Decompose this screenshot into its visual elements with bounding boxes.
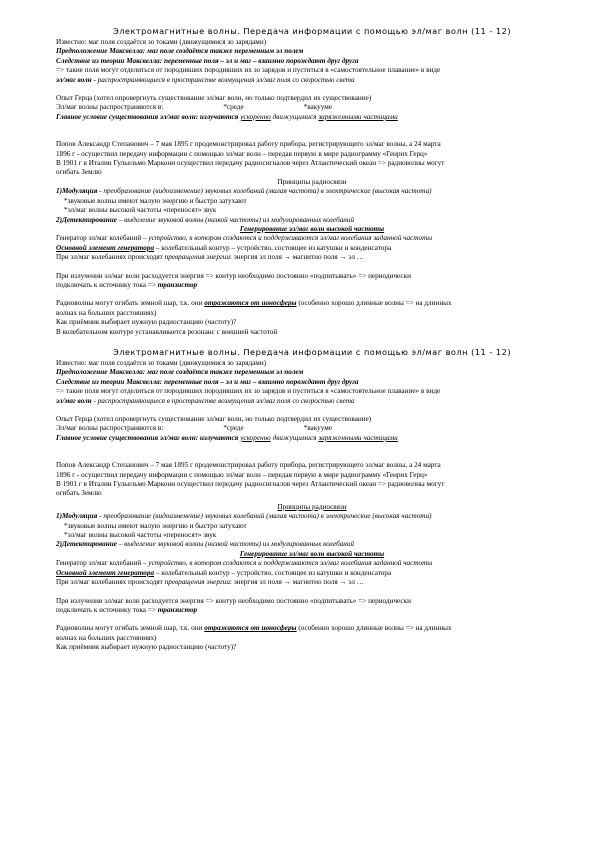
text-line: Попов Александр Степанович – 7 мая 1895 г продемонстрировал работу прибора, регистрирующего эл/маг волны, а 24 марта	[56, 140, 441, 149]
text-line: Эл/маг волны распространяются в: *среде *вакууме	[56, 424, 332, 433]
section-title: Электромагнитные волны. Передача информации с помощью эл/маг волн (11 - 12)	[112, 26, 512, 36]
subheading: Принципы радиосвязи	[277, 177, 347, 186]
text-line: В 1901 г в Италии Гульельмо Маркони осуществил передачу радиосигналов через Атлантический океан => радиоволны могут	[56, 480, 445, 489]
text-line: 1896 г - осуществил передачу информации с помощью эл/маг волн – передав первую в мире радиограмму «Генрих Герц»	[56, 149, 428, 158]
text-line: В колебательном контуре устанавливается резонанс с внешней частотой	[56, 327, 278, 336]
notes-copy-1	[56, 26, 568, 337]
text-line: *звуковые волны имеют малую энергию и быстро затухают	[64, 521, 247, 530]
section-title: Электромагнитные волны. Передача информации с помощью эл/маг волн (11 - 12)	[112, 346, 512, 357]
text-line: => такие поля могут отделиться от породивших породивших их зо зарядов и пуститься в «самостоятельное плавание» в виде	[56, 387, 441, 396]
text-line: огибать Землю	[56, 168, 102, 177]
text-line: Главное условие существования эл/маг волн: излучаются ускоренно движущимися заряженными частицами	[56, 433, 398, 442]
text-line: эл/маг волн - распространяющиеся в пространстве возмущения эл/маг поля со скоростью света	[56, 75, 355, 84]
text-line: огибать Землю	[56, 489, 102, 498]
text-line: 2)Детектирование – выделение звуковой волны (низкой частоты) из модулированных колебаний	[56, 540, 355, 549]
subheading: Генерирование эл/маг волн высокой частоты	[239, 549, 385, 558]
text-line: волнах на больших расстояниях)	[56, 308, 157, 317]
text-line: подключать к источнику тока => транзистор	[56, 280, 198, 289]
text-line: Следствие из теории Максвелла: переменные поля – эл и маг – взаимно порождают друг друга	[56, 56, 359, 65]
text-line: Генератор эл/маг колебаний – устройство, в котором создаются и поддерживаются эл/маг колебания заданной частоты	[56, 234, 433, 243]
text-line: Генератор эл/маг колебаний – устройство, в котором создаются и поддерживаются эл/маг колебания заданной частоты	[56, 559, 433, 568]
text-line: Основной элемент генератора – колебательный контур – устройство, состоящее из катушки и конденсатора	[56, 243, 392, 252]
text-line: Опыт Герца (хотел опровергнуть существование эл/маг волн, но только подтвердил их существование)	[56, 94, 372, 103]
text-line: Попов Александр Степанович – 7 мая 1895 г продемонстрировал работу прибора, регистрирующего эл/маг волны, а 24 марта	[56, 461, 441, 470]
text-line: Известно: маг поля создаётся зо токами (движущимися зо зарядами)	[56, 38, 267, 46]
text-line: Предположение Максвелла: маг поле создаётся также переменным эл полем	[56, 368, 304, 377]
text-line: В 1901 г в Италии Гульельмо Маркони осуществил передачу радиосигналов через Атлантический океан => радиоволны могут	[56, 159, 445, 168]
text-line: При излучении эл/маг волн расходуется энергия => контур необходимо постоянно «подпитывать» => периодически	[56, 271, 411, 280]
subheading: Принципы радиосвязи	[277, 502, 347, 511]
text-line: Радиоволны могут огибать земной шар, т.к. они отражаются от ионосферы (особенно хорошо длинные волны => на длинных	[56, 624, 452, 633]
text-line: При эл/маг колебаниях происходят превращения энергии: энергия эл поля → магнитно поля → эл …	[56, 578, 364, 587]
text-line: => такие поля могут отделиться от породивших породивших их зо зарядов и пуститься в «самостоятельное плавание» в виде	[56, 66, 441, 75]
text-line: Эл/маг волны распространяются в: *среде *вакууме	[56, 103, 332, 112]
text-line: Основной элемент генератора – колебательный контур – устройство, состоящее из катушки и конденсатора	[56, 568, 392, 577]
text-line: Известно: маг поля создаётся зо токами (движущимися зо зарядами)	[56, 358, 267, 367]
text-line: эл/маг волн - распространяющиеся в пространстве возмущения эл/маг поля со скоростью света	[56, 396, 355, 405]
text-line: 1896 г - осуществил передачу информации с помощью эл/маг волн – передав первую в мире радиограмму «Генрих Герц»	[56, 470, 428, 479]
text-line: Главное условие существования эл/маг волн: излучаются ускоренно движущимися заряженными частицами	[56, 112, 398, 121]
notes-copy-2	[56, 347, 568, 653]
text-line: *звуковые волны имеют малую энергию и быстро затухают	[64, 196, 247, 205]
text-line: волнах на больших расстояниях)	[56, 633, 157, 642]
document-page	[56, 26, 568, 653]
text-line: При излучении эл/маг волн расходуется энергия => контур необходимо постоянно «подпитывать» => периодически	[56, 596, 411, 605]
subheading: Генерирование эл/маг волн высокой частоты	[239, 224, 385, 233]
text-line: Как приёмник выбирает нужную радиостанцию (частоту)?	[56, 643, 237, 652]
text-line: Как приёмник выбирает нужную радиостанцию (частоту)?	[56, 318, 237, 327]
text-line: *эл/маг волны высокой частоты «переносят» звук	[64, 531, 217, 540]
text-line: Предположение Максвелла: маг поле создаётся также переменным эл полем	[56, 47, 304, 56]
text-line: Радиоволны могут огибать земной шар, т.к. они отражаются от ионосферы (особенно хорошо длинные волны => на длинных	[56, 299, 452, 308]
text-line: 1)Модуляция - преобразование (видоизменение) звуковых колебаний (малая частота) в электрические (высокая частота)	[56, 187, 432, 196]
text-line: *эл/маг волны высокой частоты «переносят» звук	[64, 206, 217, 215]
text-line: 1)Модуляция - преобразование (видоизменение) звуковых колебаний (малая частота) в электрические (высокая частота)	[56, 512, 432, 521]
text-line: Опыт Герца (хотел опровергнуть существование эл/маг волн, но только подтвердил их существование)	[56, 415, 372, 423]
text-line: При эл/маг колебаниях происходят превращения энергии: энергия эл поля → магнитно поля → эл …	[56, 253, 364, 262]
text-line: подключать к источнику тока => транзистор	[56, 605, 198, 614]
text-line: 2)Детектирование – выделение звуковой волны (низкой частоты) из модулированных колебаний	[56, 215, 355, 224]
text-line: Следствие из теории Максвелла: переменные поля – эл и маг – взаимно порождают друг друга	[56, 377, 359, 386]
